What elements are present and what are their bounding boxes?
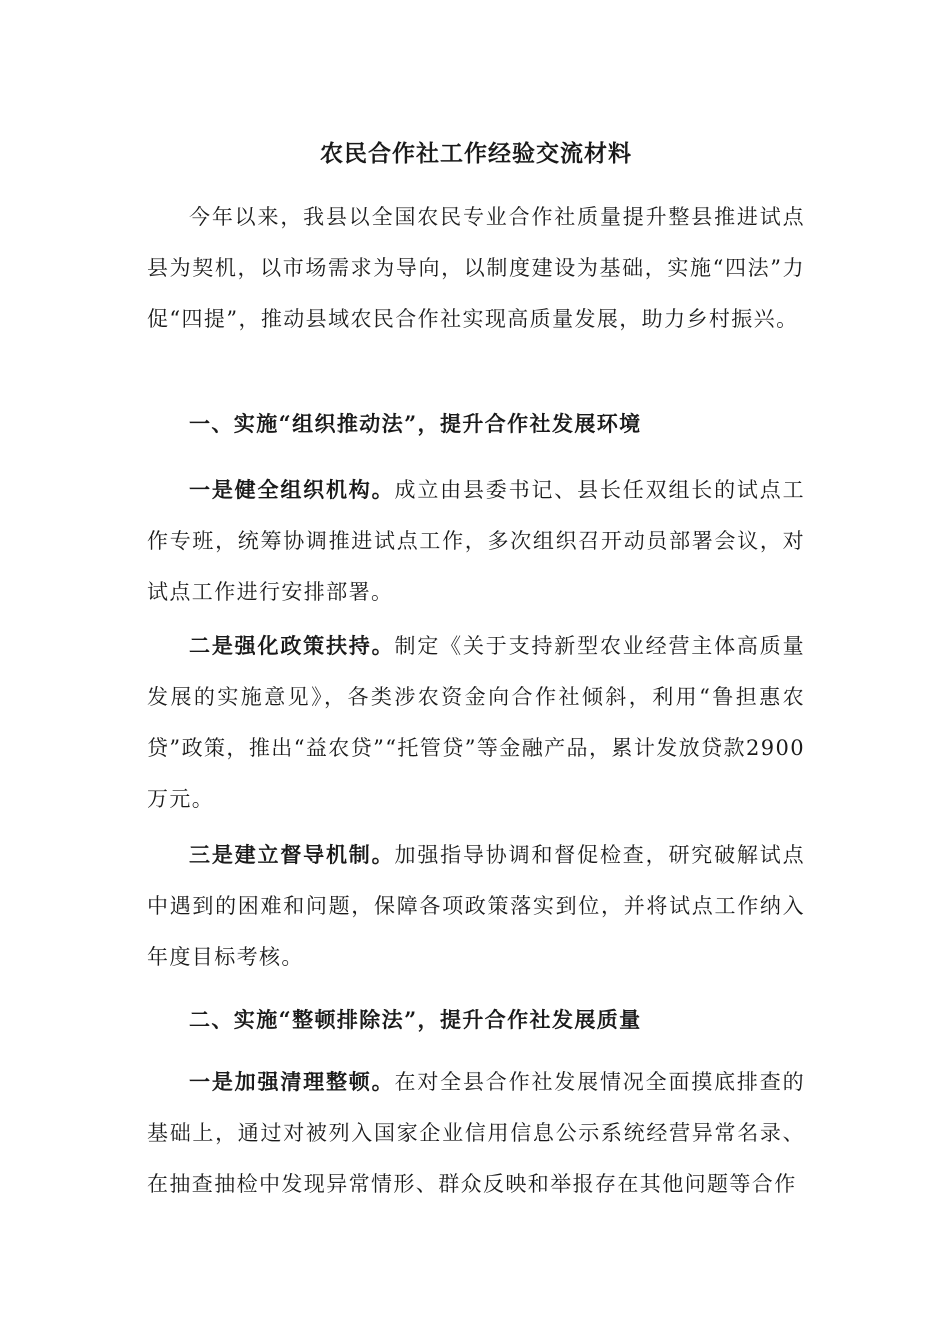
section-2-item-1 [147,1056,805,1210]
item-lead: 二是强化政策扶持。 [189,633,395,658]
item-text: 成立由县委书记、县长任双组长的试点工作专班，统筹协调推进试点工作，多次组织召开动员部署会议，对试点工作进行安排部署。 [147,478,805,604]
item-lead: 三是建立督导机制。 [189,842,395,867]
section-1-item-2 [147,620,805,825]
item-lead: 一是加强清理整顿。 [189,1069,395,1094]
section-2-heading: 二、实施“整顿排除法”，提升合作社发展质量 [189,1007,642,1032]
item-text: 制定《关于支持新型农业经营主体高质量发展的实施意见》，各类涉农资金向合作社倾斜，利用“鲁担惠农贷”政策，推出“益农贷”“托管贷”等金融产品，累计发放贷款2900万元。 [147,634,805,811]
item-text: 加强指导协调和督促检查，研究破解试点中遇到的困难和问题，保障各项政策落实到位，并将试点工作纳入年度目标考核。 [147,843,805,969]
section-1-heading: 一、实施“组织推动法”，提升合作社发展环境 [189,411,642,436]
intro-paragraph: 今年以来，我县以全国农民专业合作社质量提升整县推进试点县为契机，以市场需求为导向，以制度建设为基础，实施“四法”力促“四提”，推动县域农民合作社实现高质量发展，助力乡村振兴。 [147,205,805,331]
item-text: 在对全县合作社发展情况全面摸底排查的基础上，通过对被列入国家企业信用信息公示系统经营异常名录、在抽查抽检中发现异常情形、群众反映和举报存在其他问题等合作 [147,1070,805,1196]
section-1-item-3 [147,829,805,983]
section-1-item-1 [147,464,805,618]
item-lead: 一是健全组织机构。 [189,477,395,502]
document-title: 农民合作社工作经验交流材料 [320,140,632,167]
